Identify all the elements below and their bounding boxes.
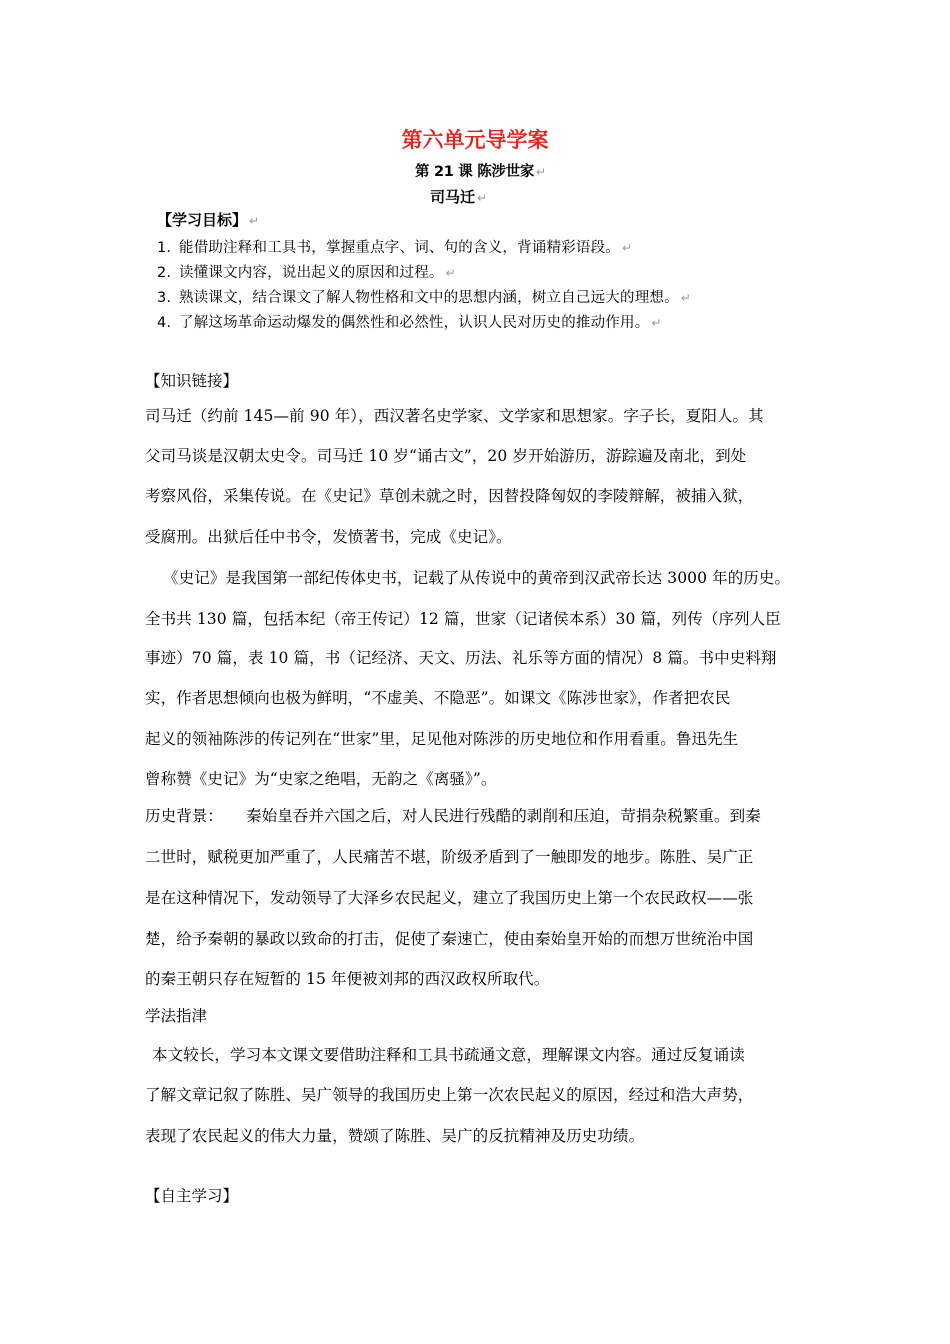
objective-text: 能借助注释和工具书，掌握重点字、词、句的含义，背诵精彩语段。 — [179, 240, 620, 256]
knowledge-link-heading: 【知识链接】 — [145, 372, 239, 390]
objectives-heading — [157, 209, 259, 230]
objective-item — [157, 286, 691, 307]
objective-number: 1. — [157, 240, 172, 256]
objective-text: 熟读课文，结合课文了解人物性格和文中的思想内涵，树立自己远大的理想。 — [179, 290, 679, 306]
author-intro-line: 受腐刑。出狱后任中书令，发愤著书，完成《史记》。 — [145, 528, 512, 546]
paragraph-mark: ↵ — [651, 316, 662, 330]
objective-number: 4. — [157, 315, 172, 331]
objective-number: 2. — [157, 265, 172, 281]
method-line: 表现了农民起义的伟大力量，赞颂了陈胜、吴广的反抗精神及历史功绩。 — [145, 1127, 645, 1145]
author-name — [430, 186, 487, 207]
method-line: 本文较长，学习本文课文要借助注释和工具书疏通文意，理解课文内容。通过反复诵读 — [152, 1046, 745, 1064]
background-label: 历史背景： — [145, 807, 224, 825]
background-line: 是在这种情况下，发动领导了大泽乡农民起义，建立了我国历史上第一个农民政权——张 — [145, 889, 754, 907]
objectives-heading-text: 【学习目标】 — [157, 211, 248, 229]
background-line: 楚，给予秦朝的暴政以致命的打击，促使了秦速亡，使由秦始皇开始的而想万世统治中国 — [145, 930, 754, 948]
shiji-intro-line: 实，作者思想倾向也极为鲜明，“不虚美、不隐恶”。如课文《陈涉世家》，作者把农民 — [145, 689, 731, 707]
self-study-heading: 【自主学习】 — [145, 1187, 239, 1205]
author-name-text: 司马迁 — [430, 188, 476, 206]
paragraph-mark: ↵ — [445, 266, 456, 280]
page-title: 第六单元导学案 — [401, 128, 549, 152]
background-line: 的秦王朝只存在短暂的 15 年便被刘邦的西汉政权所取代。 — [145, 970, 550, 988]
paragraph-mark: ↵ — [249, 214, 260, 228]
objective-text: 读懂课文内容，说出起义的原因和过程。 — [179, 265, 444, 281]
method-heading: 学法指津 — [145, 1007, 208, 1025]
background-text: 秦始皇吞并六国之后，对人民进行残酷的剥削和压迫，苛捐杂税繁重。到秦 — [246, 807, 761, 825]
author-intro-line: 司马迁（约前 145—前 90 年），西汉著名史学家、文学家和思想家。字子长，夏阳人。其 — [145, 407, 764, 425]
shiji-intro-line: 曾称赞《史记》为“史家之绝唱，无韵之《离骚》”。 — [145, 770, 497, 788]
objective-item — [157, 311, 662, 332]
objective-text: 了解这场革命运动爆发的偶然性和必然性，认识人民对历史的推动作用。 — [179, 315, 650, 331]
paragraph-mark: ↵ — [477, 191, 488, 205]
paragraph-mark: ↵ — [622, 241, 633, 255]
shiji-intro-line: 《史记》是我国第一部纪传体史书，记载了从传说中的黄帝到汉武帝长达 3000 年的历史。 — [163, 569, 791, 587]
shiji-intro-line: 事迹）70 篇，表 10 篇，书（记经济、天文、历法、礼乐等方面的情况）8 篇。书中史料翔 — [145, 649, 777, 667]
shiji-intro-line: 起义的领袖陈涉的传记列在“世家”里，足见他对陈涉的历史地位和作用看重。鲁迅先生 — [145, 730, 739, 748]
objective-item — [157, 236, 632, 257]
background-line — [145, 804, 761, 826]
paragraph-mark: ↵ — [680, 291, 692, 305]
shiji-intro-line: 全书共 130 篇，包括本纪（帝王传记）12 篇，世家（记诸侯本系）30 篇，列传（序列人臣 — [145, 610, 781, 628]
author-intro-line: 父司马谈是汉朝太史令。司马迁 10 岁“诵古文”，20 岁开始游历，游踪遍及南北，到处 — [145, 447, 747, 465]
method-line: 了解文章记叙了陈胜、吴广领导的我国历史上第一次农民起义的原因，经过和浩大声势， — [145, 1086, 754, 1104]
paragraph-mark: ↵ — [536, 165, 546, 179]
background-line: 二世时，赋税更加严重了，人民痛苦不堪，阶级矛盾到了一触即发的地步。陈胜、吴广正 — [145, 848, 754, 866]
objective-number: 3. — [157, 290, 172, 306]
author-intro-line: 考察风俗，采集传说。在《史记》草创未就之时，因替投降匈奴的李陵辩解，被捕入狱， — [145, 487, 754, 505]
objective-item — [157, 261, 456, 282]
lesson-title-text: 第 21 课 陈涉世家 — [415, 164, 535, 180]
lesson-title — [415, 160, 546, 181]
